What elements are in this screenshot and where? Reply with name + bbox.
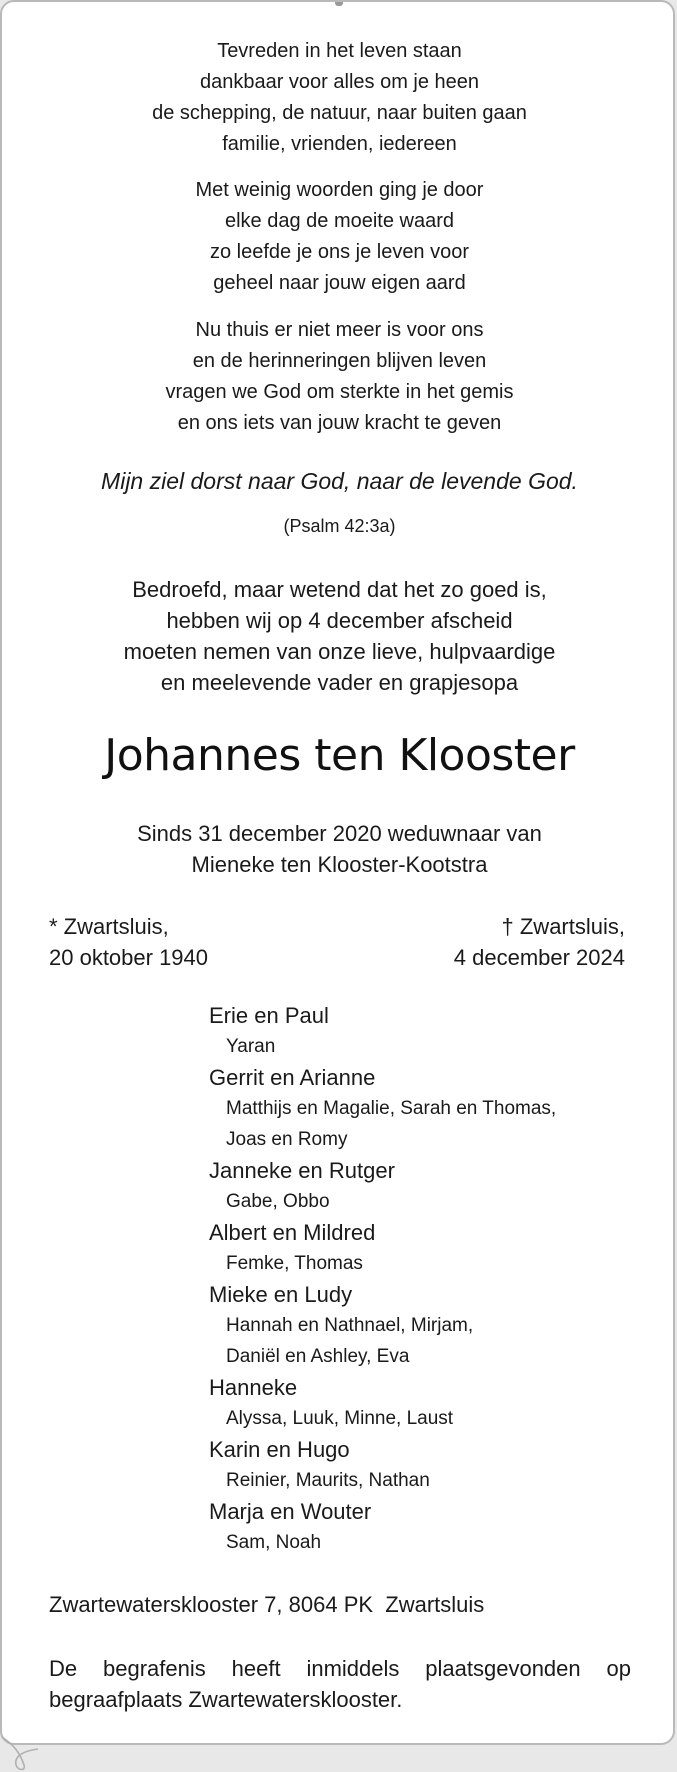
family-parents: Erie en Paul — [209, 1003, 329, 1028]
announcement-line: en meelevende vader en grapjesopa — [160, 670, 519, 695]
bible-reference: (Psalm 42:3a) — [283, 516, 396, 536]
poem-line: geheel naar jouw eigen aard — [213, 272, 466, 294]
poem-line: dankbaar voor alles om je heen — [199, 71, 480, 93]
widower-text — [2, 818, 677, 880]
family-parents: Mieke en Ludy — [209, 1282, 353, 1307]
widower-line: Mieneke ten Klooster-Kootstra — [191, 852, 488, 877]
family-grandchildren: Femke, Thomas — [226, 1253, 363, 1274]
family-parents: Karin en Hugo — [209, 1437, 350, 1462]
poem-line: Tevreden in het leven staan — [217, 40, 462, 62]
poem-stanza-1 — [2, 36, 677, 160]
announcement-text — [2, 574, 677, 698]
poem-line: familie, vrienden, iedereen — [222, 133, 457, 155]
poem-line: Nu thuis er niet meer is voor ons — [195, 319, 484, 341]
widower-line: Sinds 31 december 2020 weduwnaar van — [137, 821, 542, 846]
bible-quote: Mijn ziel dorst naar God, naar de levende God. — [101, 468, 578, 494]
family-parents: Hanneke — [209, 1375, 298, 1400]
family-grandchildren: Alyssa, Luuk, Minne, Laust — [226, 1408, 454, 1429]
poem-line: vragen we God om sterkte in het gemis — [165, 381, 514, 403]
family-grandchildren: Hannah en Nathnael, Mirjam, — [226, 1315, 474, 1336]
birth-date: 20 oktober 1940 — [49, 945, 209, 970]
announcement-line: Bedroefd, maar wetend dat het zo goed is, — [132, 577, 547, 602]
family-parents: Janneke en Rutger — [209, 1158, 395, 1183]
poem-line: Met weinig woorden ging je door — [195, 179, 484, 201]
funeral-line: De begrafenis heeft inmiddels plaatsgevonden op — [49, 1656, 631, 1681]
poem-line: zo leefde je ons je leven voor — [209, 241, 470, 263]
family-parents: Gerrit en Arianne — [209, 1065, 376, 1090]
funeral-line: begraafplaats Zwartewatersklooster. — [49, 1687, 403, 1712]
address: Zwartewatersklooster 7, 8064 PK Zwartsluis — [49, 1592, 485, 1617]
poem-line: elke dag de moeite waard — [224, 210, 455, 232]
family-grandchildren: Reinier, Maurits, Nathan — [226, 1470, 430, 1491]
death-date: 4 december 2024 — [453, 945, 625, 970]
page-curl-decoration — [0, 1735, 40, 1772]
poem-line: de schepping, de natuur, naar buiten gaan — [152, 102, 527, 124]
poem-line: en de herinneringen blijven leven — [192, 350, 487, 372]
family-grandchildren: Gabe, Obbo — [226, 1191, 330, 1212]
funeral-notice — [49, 1653, 631, 1715]
family-list — [209, 1000, 556, 1558]
poem-stanza-3 — [2, 315, 677, 439]
birth-info — [49, 911, 208, 973]
birth-place: * Zwartsluis, — [49, 914, 169, 939]
family-grandchildren: Yaran — [226, 1036, 276, 1057]
family-grandchildren: Sam, Noah — [226, 1532, 322, 1553]
poem-line: en ons iets van jouw kracht te geven — [177, 412, 502, 434]
family-grandchildren: Joas en Romy — [226, 1129, 348, 1150]
family-parents: Marja en Wouter — [209, 1499, 372, 1524]
death-info — [454, 911, 625, 973]
family-parents: Albert en Mildred — [209, 1220, 376, 1245]
announcement-line: moeten nemen van onze lieve, hulpvaardige — [123, 639, 556, 664]
family-grandchildren: Matthijs en Magalie, Sarah en Thomas, — [226, 1098, 557, 1119]
top-notch — [335, 2, 343, 6]
poem-stanza-2 — [2, 175, 677, 299]
announcement-line: hebben wij op 4 december afscheid — [166, 608, 513, 633]
family-grandchildren: Daniël en Ashley, Eva — [226, 1346, 410, 1367]
deceased-name: Johannes ten Klooster — [104, 730, 575, 781]
death-place: † Zwartsluis, — [501, 914, 625, 939]
